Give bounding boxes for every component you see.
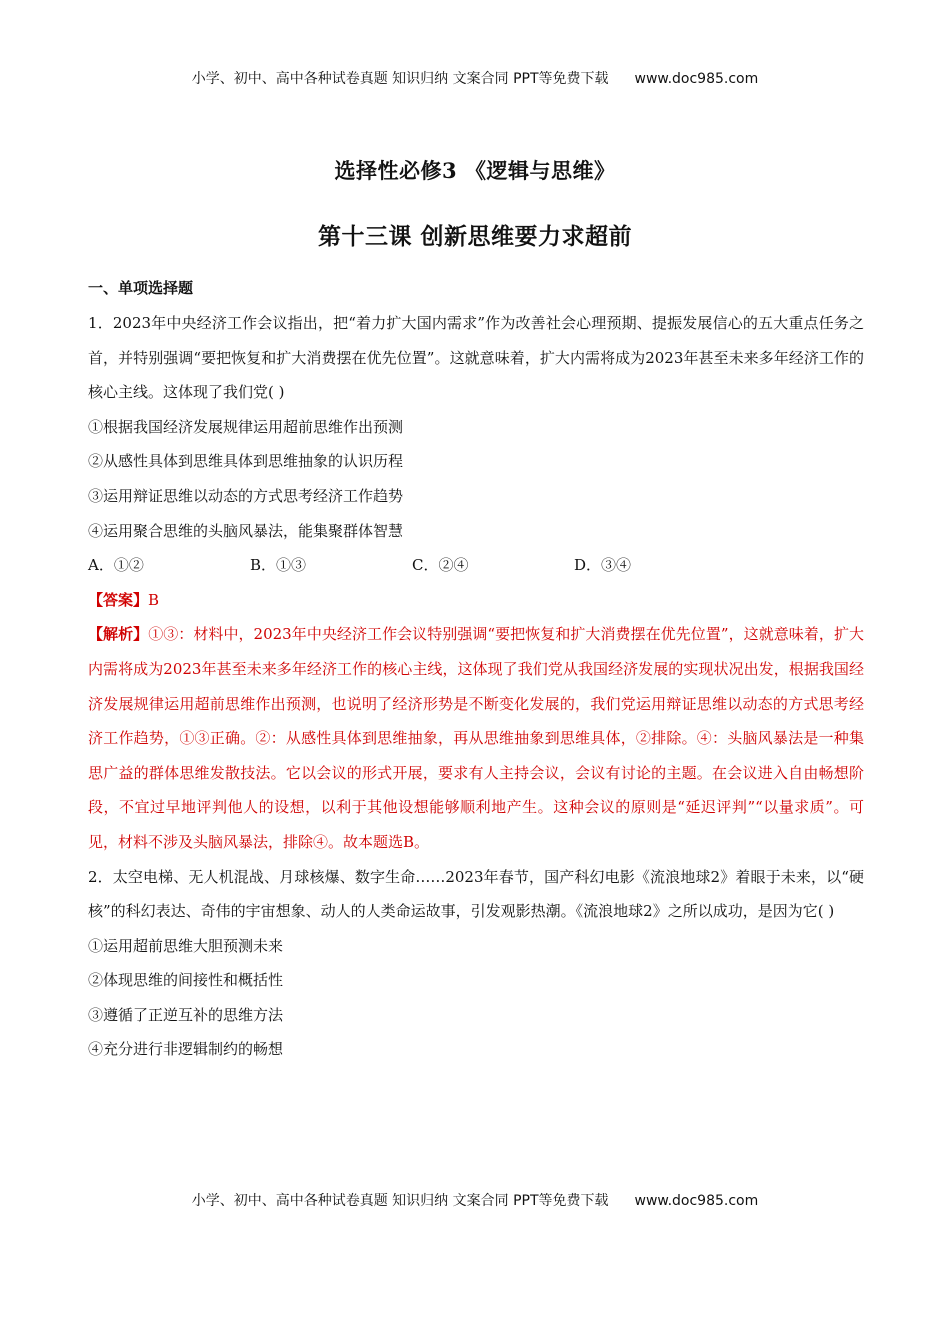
option-a: A．①②: [88, 556, 144, 575]
question-1-item: ③运用辩证思维以动态的方式思考经济工作趋势: [88, 486, 404, 505]
page-header: [0, 70, 950, 88]
footer-text: 小学、初中、高中各种试卷真题 知识归纳 文案合同 PPT等免费下载: [191, 1193, 609, 1209]
answer-value: B: [148, 590, 160, 609]
analysis-text: ①③：材料中，2023年中央经济工作会议特别强调“要把恢复和扩大消费摆在优先位置”，这就意味着，扩大内需将成为2023年甚至未来多年经济工作的核心主线，这体现了我们党从我国经济发展的实现状况出发，根据我国经济发展规律运用超前思维作出预测，也说明了经济形势是不断变化发展的，我们党运用辩证思维以动态的方式思考经济工作趋势，①③正确。②：从感性具体到思维抽象，再从思维抽象到思维具体，②排除。④：头脑风暴法是一种集思广益的群体思维发散技法。它以会议的形式开展，要求有人主持会议，会议有讨论的主题。在会议进入自由畅想阶段，不宜过早地评判他人的设想，以利于其他设想能够顺利地产生。这种会议的原则是“延迟评判”“以量求质”。可见，材料不涉及头脑风暴法，排除④。故本题选B。: [88, 625, 864, 851]
question-1-stem: 1．2023年中央经济工作会议指出，把“着力扩大国内需求”作为改善社会心理预期、提振发展信心的五大重点任务之首，并特别强调“要把恢复和扩大消费摆在优先位置”。这就意味着，扩大内需将成为2023年甚至未来多年经济工作的核心主线。这体现了我们党( ): [88, 314, 864, 402]
header-site-link[interactable]: www.doc985.com: [634, 71, 759, 87]
page-footer: [0, 1192, 950, 1210]
question-1-answer: [88, 583, 864, 618]
footer-site-link[interactable]: www.doc985.com: [634, 1193, 759, 1209]
answer-tag: 【答案】: [88, 590, 149, 609]
question-1-analysis: [88, 617, 864, 859]
document-title: 选择性必修3 《逻辑与思维》: [334, 158, 616, 183]
question-1-item: ④运用聚合思维的头脑风暴法，能集聚群体智慧: [88, 521, 404, 540]
question-1-item: ①根据我国经济发展规律运用超前思维作出预测: [88, 417, 404, 436]
question-2-item: ②体现思维的间接性和概括性: [88, 971, 284, 990]
question-1-item: ②从感性具体到思维具体到思维抽象的认识历程: [88, 452, 404, 471]
document-body: [88, 274, 864, 1067]
option-c: C．②④: [412, 556, 469, 575]
question-2-item: ③遵循了正逆互补的思维方法: [88, 1005, 284, 1024]
header-text: 小学、初中、高中各种试卷真题 知识归纳 文案合同 PPT等免费下载: [191, 71, 609, 87]
option-d: D．③④: [574, 556, 632, 575]
analysis-tag: 【解析】: [88, 625, 149, 644]
question-1-options: [88, 548, 864, 583]
lesson-title: 第十三课 创新思维要力求超前: [317, 223, 632, 250]
option-b: B．①③: [250, 556, 307, 575]
section-heading: 一、单项选择题: [88, 279, 194, 297]
question-2-item: ①运用超前思维大胆预测未来: [88, 936, 284, 955]
question-2-stem: 2．太空电梯、无人机混战、月球核爆、数字生命……2023年春节，国产科幻电影《流浪地球2》着眼于未来，以“硬核”的科幻表达、奇伟的宇宙想象、动人的人类命运故事，引发观影热潮。《流浪地球2》之所以成功，是因为它( ): [88, 867, 864, 921]
question-2-item: ④充分进行非逻辑制约的畅想: [88, 1040, 284, 1059]
